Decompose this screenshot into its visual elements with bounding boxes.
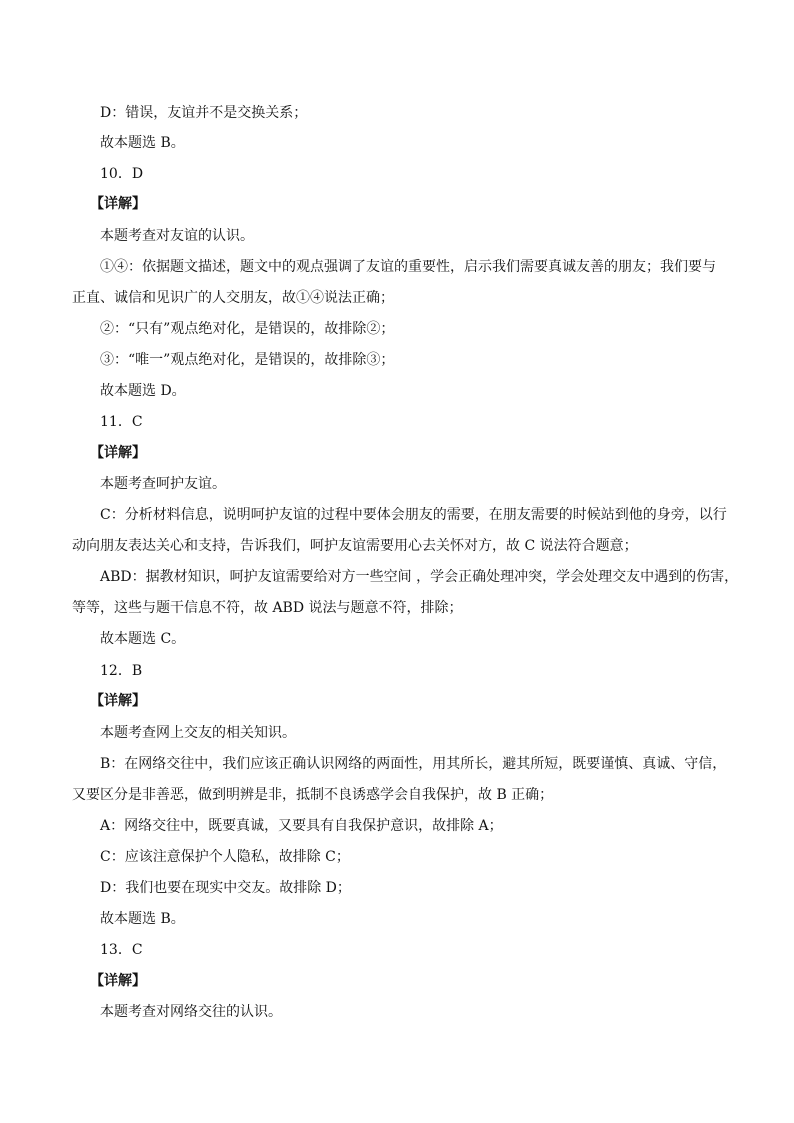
- analysis-line-12-a: B：在网络交往中，我们应该正确认识网络的两面性，用其所长，避其所短，既要谨慎、真诚、守信，: [100, 756, 727, 772]
- answer-line-9d: D：错误，友谊并不是交换关系；: [100, 105, 308, 121]
- question-number-10: 10．D: [100, 166, 144, 182]
- analysis-line-11-a: C：分析材料信息，说明呵护友谊的过程中要体会朋友的需要，在朋友需要的时候站到他的身旁，以行: [100, 507, 727, 523]
- analysis-line-10-d: ③：“唯一”观点绝对化，是错误的，故排除③；: [100, 352, 395, 368]
- conclusion-line-10: 故本题选 D。: [100, 383, 186, 399]
- analysis-line-12-d: C：应该注意保护个人隐私，故排除 C；: [100, 849, 350, 865]
- topic-line-12: 本题考查网上交友的相关知识。: [100, 725, 296, 741]
- question-number-13: 13．C: [100, 942, 143, 958]
- conclusion-line-12: 故本题选 B。: [100, 911, 185, 927]
- explanation-heading-10: 【详解】: [90, 196, 146, 212]
- analysis-line-12-c: A：网络交往中，既要真诚，又要具有自我保护意识，故排除 A；: [100, 818, 503, 834]
- analysis-line-11-b: 动向朋友表达关心和支持，告诉我们，呵护友谊需要用心去关怀对方，故 C 说法符合题意；: [72, 538, 638, 554]
- explanation-heading-11: 【详解】: [90, 445, 146, 461]
- analysis-line-10-a: ①④：依据题文描述，题文中的观点强调了友谊的重要性，启示我们需要真诚友善的朋友；我们要与: [100, 259, 716, 275]
- topic-line-13: 本题考查对网络交往的认识。: [100, 1004, 282, 1020]
- conclusion-line-9: 故本题选 B。: [100, 135, 185, 151]
- question-number-12: 12．B: [100, 663, 143, 679]
- analysis-line-10-c: ②：“只有”观点绝对化，是错误的，故排除②；: [100, 321, 395, 337]
- analysis-line-11-d: 等等，这些与题干信息不符，故 ABD 说法与题意不符，排除；: [72, 600, 463, 616]
- analysis-line-11-c: ABD：据教材知识，呵护友谊需要给对方一些空间 ，学会正确处理冲突，学会处理交友中遇到的伤害，: [100, 569, 739, 585]
- analysis-line-10-b: 正直、诚信和见识广的人交朋友，故①④说法正确；: [72, 290, 394, 306]
- topic-line-11: 本题考查呵护友谊。: [100, 476, 226, 492]
- analysis-line-12-e: D：我们也要在现实中交友。故排除 D；: [100, 880, 351, 896]
- question-number-11: 11．C: [100, 414, 143, 430]
- topic-line-10: 本题考查对友谊的认识。: [100, 228, 254, 244]
- explanation-heading-13: 【详解】: [90, 973, 146, 989]
- explanation-heading-12: 【详解】: [90, 693, 146, 709]
- conclusion-line-11: 故本题选 C。: [100, 631, 186, 647]
- analysis-line-12-b: 又要区分是非善恶，做到明辨是非，抵制不良诱惑学会自我保护，故 B 正确；: [72, 787, 554, 803]
